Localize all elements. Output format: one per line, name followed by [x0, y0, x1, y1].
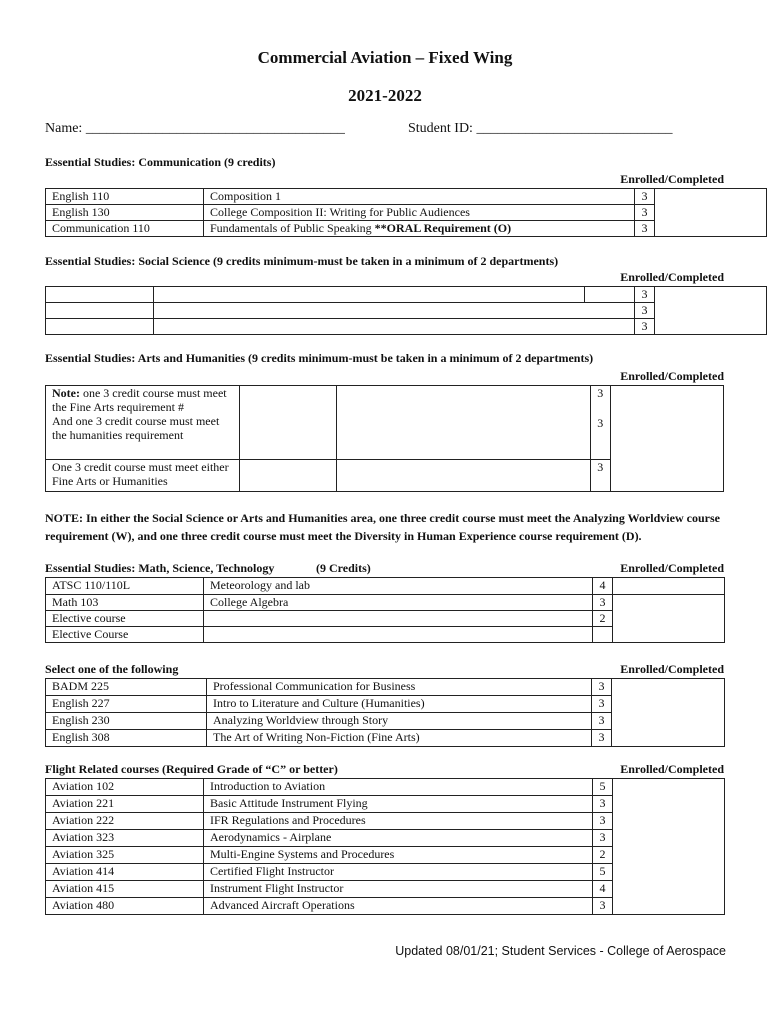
- course-title: Aerodynamics - Airplane: [204, 830, 593, 847]
- course-credits: 3: [592, 713, 612, 730]
- enrolled-label: Enrolled/Completed: [620, 762, 724, 776]
- table-row: [46, 578, 725, 595]
- course-credits: 2: [593, 611, 613, 627]
- note-label: Note:: [52, 386, 80, 400]
- course-title[interactable]: [154, 287, 585, 303]
- course-credits: 3: [593, 796, 613, 813]
- social-science-heading: Essential Studies: Social Science (9 credits minimum-must be taken in a minimum of 2 departments): [45, 254, 559, 268]
- table-row: [46, 679, 725, 696]
- course-code: BADM 225: [46, 679, 207, 696]
- course-title[interactable]: [154, 319, 635, 335]
- course-code[interactable]: [240, 386, 337, 460]
- course-code: Elective Course: [46, 627, 204, 643]
- social-science-table: [45, 286, 767, 335]
- credits-value: 3: [597, 416, 604, 430]
- course-credits: 2: [593, 847, 613, 864]
- course-title: College Algebra: [204, 595, 593, 611]
- select-one-table: [45, 678, 725, 747]
- enrolled-label: Enrolled/Completed: [620, 662, 724, 676]
- enrolled-cell[interactable]: [610, 386, 723, 492]
- flight-heading: Flight Related courses (Required Grade of “C” or better): [45, 762, 338, 776]
- course-code[interactable]: [240, 460, 337, 492]
- course-code: Math 103: [46, 595, 204, 611]
- course-title: Intro to Literature and Culture (Humanities): [207, 696, 592, 713]
- course-title-text: Fundamentals of Public Speaking: [210, 221, 375, 235]
- course-title: IFR Regulations and Procedures: [204, 813, 593, 830]
- course-title[interactable]: [337, 386, 591, 460]
- course-credits: [590, 386, 610, 460]
- course-code: English 110: [46, 189, 204, 205]
- academic-year: 2021-2022: [348, 86, 422, 105]
- enrolled-cell[interactable]: [655, 189, 767, 237]
- course-credits: 3: [590, 460, 610, 492]
- enrolled-label: Enrolled/Completed: [620, 172, 724, 186]
- table-row: [46, 779, 725, 796]
- note-text-1: one 3 credit course must meet the Fine Arts requirement #: [52, 386, 227, 414]
- course-code: English 308: [46, 730, 207, 747]
- note-paragraph: NOTE: In either the Social Science or Arts and Humanities area, one three credit course must meet the Analyzing Worldview course requirement (W), and one three credit course must meet the Diversity in Human Experience course requirement (D).: [45, 511, 720, 543]
- oral-requirement: **ORAL Requirement (O): [374, 221, 512, 235]
- enrolled-cell[interactable]: [655, 287, 767, 335]
- course-code: English 227: [46, 696, 207, 713]
- enrolled-label: Enrolled/Completed: [620, 561, 724, 575]
- note-cell: One 3 credit course must meet either Fine Arts or Humanities: [46, 460, 240, 492]
- course-code: Aviation 323: [46, 830, 204, 847]
- arts-humanities-table: [45, 385, 724, 492]
- course-code: English 130: [46, 205, 204, 221]
- course-code: Aviation 325: [46, 847, 204, 864]
- select-one-heading: Select one of the following: [45, 662, 179, 676]
- course-title: Basic Attitude Instrument Flying: [204, 796, 593, 813]
- note-text-2: And one 3 credit course must meet the humanities requirement: [52, 414, 220, 442]
- math-science-heading: Essential Studies: Math, Science, Technology: [45, 561, 275, 575]
- course-title: [204, 221, 635, 237]
- course-title: Advanced Aircraft Operations: [204, 898, 593, 915]
- course-title-extra[interactable]: [585, 287, 635, 303]
- course-credits: 3: [635, 287, 655, 303]
- credits-value: 3: [597, 386, 604, 400]
- footer-text: Updated 08/01/21; Student Services - College of Aerospace: [395, 944, 726, 958]
- enrolled-cell[interactable]: [613, 779, 725, 915]
- table-row: [46, 287, 767, 303]
- course-title[interactable]: [204, 611, 593, 627]
- course-credits: 3: [593, 830, 613, 847]
- course-credits: 3: [635, 205, 655, 221]
- course-code: Aviation 414: [46, 864, 204, 881]
- enrolled-label: Enrolled/Completed: [620, 270, 724, 284]
- course-credits: 3: [593, 898, 613, 915]
- course-title: Certified Flight Instructor: [204, 864, 593, 881]
- course-code: Aviation 415: [46, 881, 204, 898]
- course-title[interactable]: [154, 303, 635, 319]
- communication-heading: Essential Studies: Communication (9 credits): [45, 155, 276, 169]
- enrolled-cell[interactable]: [613, 595, 725, 643]
- course-title: Multi-Engine Systems and Procedures: [204, 847, 593, 864]
- course-credits: 5: [593, 864, 613, 881]
- course-title: Composition 1: [204, 189, 635, 205]
- enrolled-label: Enrolled/Completed: [620, 369, 724, 383]
- course-code[interactable]: [46, 287, 154, 303]
- course-code: English 230: [46, 713, 207, 730]
- math-science-credits: (9 Credits): [316, 561, 371, 575]
- course-title[interactable]: [337, 460, 591, 492]
- course-code: Aviation 480: [46, 898, 204, 915]
- math-science-table: [45, 577, 725, 643]
- course-code[interactable]: [46, 319, 154, 335]
- course-title: Meteorology and lab: [204, 578, 593, 595]
- course-code[interactable]: [46, 303, 154, 319]
- course-code: Aviation 221: [46, 796, 204, 813]
- course-credits: 3: [635, 303, 655, 319]
- course-credits: 3: [592, 679, 612, 696]
- enrolled-cell[interactable]: [613, 578, 725, 595]
- enrolled-cell[interactable]: [612, 679, 725, 747]
- arts-humanities-heading: Essential Studies: Arts and Humanities (9 credits minimum-must be taken in a minimum of 2 departments): [45, 351, 594, 365]
- communication-table: [45, 188, 767, 237]
- course-title: College Composition II: Writing for Public Audiences: [204, 205, 635, 221]
- course-credits: 4: [593, 881, 613, 898]
- course-code: Elective course: [46, 611, 204, 627]
- course-title: Instrument Flight Instructor: [204, 881, 593, 898]
- course-title: Professional Communication for Business: [207, 679, 592, 696]
- course-code: Communication 110: [46, 221, 204, 237]
- table-row: [46, 595, 725, 611]
- course-title: The Art of Writing Non-Fiction (Fine Arts): [207, 730, 592, 747]
- table-row: [46, 189, 767, 205]
- course-credits: 3: [635, 221, 655, 237]
- course-credits: 3: [593, 595, 613, 611]
- course-credits: 5: [593, 779, 613, 796]
- course-code: Aviation 102: [46, 779, 204, 796]
- student-id-field[interactable]: Student ID: ____________________________: [408, 121, 673, 136]
- course-credits: 3: [635, 189, 655, 205]
- page-title: Commercial Aviation – Fixed Wing: [257, 48, 513, 67]
- course-credits: [593, 627, 613, 643]
- course-credits: 4: [593, 578, 613, 595]
- course-title[interactable]: [204, 627, 593, 643]
- note-cell: [46, 386, 240, 460]
- course-title: Analyzing Worldview through Story: [207, 713, 592, 730]
- course-code: Aviation 222: [46, 813, 204, 830]
- course-code: ATSC 110/110L: [46, 578, 204, 595]
- course-credits: 3: [592, 730, 612, 747]
- table-row: [46, 386, 724, 460]
- course-credits: 3: [635, 319, 655, 335]
- course-title: Introduction to Aviation: [204, 779, 593, 796]
- course-credits: 3: [593, 813, 613, 830]
- flight-table: [45, 778, 725, 915]
- course-credits: 3: [592, 696, 612, 713]
- name-field[interactable]: Name: _____________________________________: [45, 121, 345, 136]
